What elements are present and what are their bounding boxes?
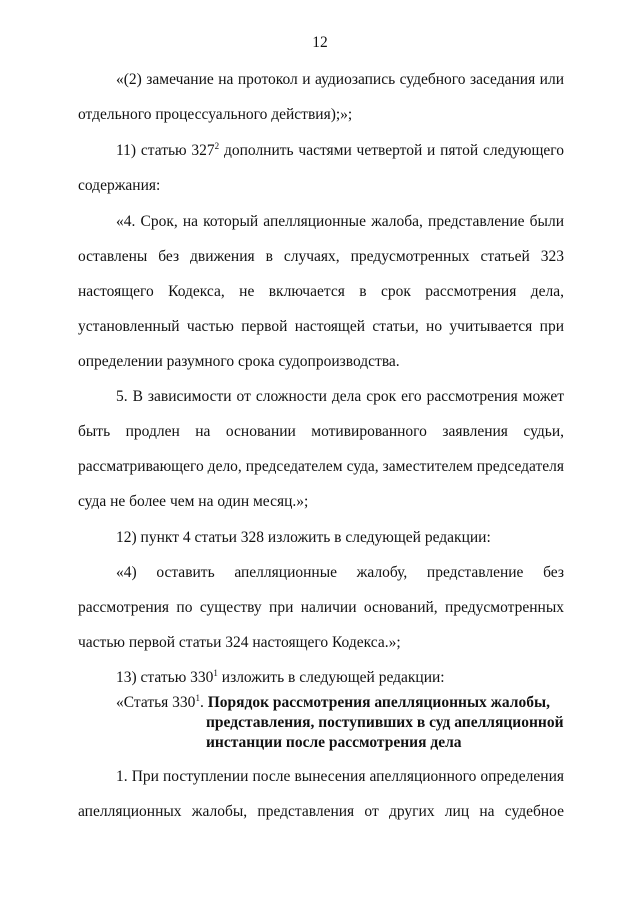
article-heading-title: инстанции после рассмотрения дела [206,734,462,751]
superscript: 1 [195,693,200,703]
article-heading-title: Порядок рассмотрения апелляционных жалобы, [207,694,550,711]
text-fragment: изложить в следующей редакции: [217,669,445,686]
superscript: 1 [213,668,218,678]
text-line: «4. Срок, на который апелляционные жалоба, представление были [116,213,564,230]
superscript: 2 [214,141,220,151]
text-line: «(2) замечание на протокол и аудиозапись судебного заседания или [116,71,564,88]
text-line: оставлены без движения в случаях, предусмотренных статьей 323 [78,248,564,265]
text-line: 12) пункт 4 статьи 328 изложить в следующей редакции: [116,529,491,546]
text-fragment: 13) статью 330 [116,669,214,686]
text-line: рассматривающего дело, председателем суда, заместителем председателя [78,458,564,475]
text-line: рассмотрения по существу при наличии оснований, предусмотренных [78,599,564,616]
text-fragment: . [199,694,208,711]
text-line: частью первой статьи 324 настоящего Кодекса.»; [78,634,401,651]
text-line: «4) оставить апелляционные жалобу, представление без [116,564,564,581]
page-number: 12 [312,34,328,51]
text-line: настоящего Кодекса, не включается в срок рассмотрения дела, [78,283,564,300]
text-line [116,668,564,688]
text-fragment: дополнить частями четвертой и пятой следующего [219,142,564,159]
text-line: суда не более чем на один месяц.»; [78,493,309,510]
text-line: 1. При поступлении после вынесения апелляционного определения [116,768,564,785]
text-line [116,141,564,161]
article-heading-lead [116,693,550,713]
text-fragment: «Статья 330 [116,694,196,711]
text-line: установленный частью первой настоящей статьи, но учитывается при [78,318,564,335]
text-line: отдельного процессуального действия);»; [78,106,353,123]
text-line: определении разумного срока судопроизводства. [78,353,400,370]
text-fragment: 11) статью 327 [116,142,215,159]
article-heading-title: представления, поступивших в суд апелляционной [206,714,564,731]
text-line: быть продлен на основании мотивированного заявления судьи, [78,423,564,440]
text-line: содержания: [78,177,161,194]
text-line: апелляционных жалобы, представления от других лиц на судебное [78,803,564,820]
text-line: 5. В зависимости от сложности дела срок его рассмотрения может [116,388,564,405]
